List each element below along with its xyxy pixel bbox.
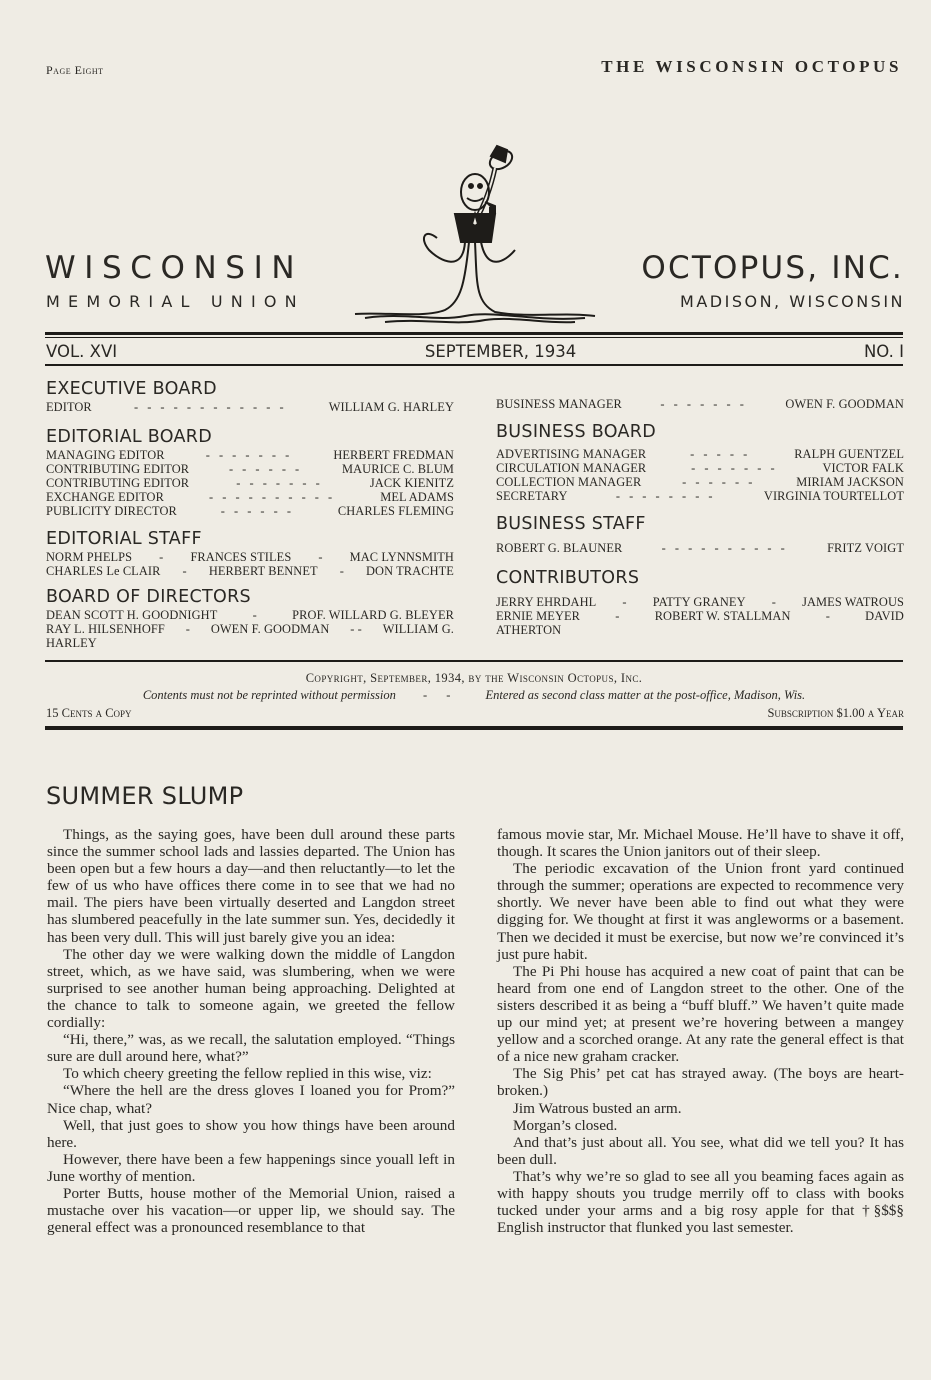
name: HERBERT FREDMAN	[333, 448, 454, 462]
article-paragraph: The periodic excavation of the Union front yard continued through the summer; operations are expected to recommence very shortly. We never have been able to find out what they were digging for. We thought at first it was angleworms or a basement. Then we decided it must be exercise, but now we’re convinced it’s just pure habit.	[497, 860, 904, 963]
board-of-directors-heading: BOARD OF DIRECTORS	[46, 587, 251, 607]
role: COLLECTION MANAGER	[496, 475, 642, 489]
leader-dashes: - - - - - - -	[660, 397, 747, 411]
article-paragraph: And that’s just about all. You see, what did we tell you? It has been dull.	[497, 1133, 904, 1168]
separator: -	[252, 608, 257, 622]
separator: -	[615, 609, 620, 623]
staff-row	[496, 489, 904, 503]
staff-row	[496, 475, 904, 489]
executive-board-heading: EXECUTIVE BOARD	[46, 379, 217, 399]
business-board-heading: BUSINESS BOARD	[496, 422, 656, 442]
name: JACK KIENITZ	[369, 476, 454, 490]
role: CONTRIBUTING EDITOR	[46, 462, 190, 476]
contributor-name: JERRY EHRDAHL	[496, 595, 597, 609]
single-copy-price: 15 Cents a Copy	[46, 706, 132, 720]
article-left-column	[47, 826, 455, 1236]
staff-row	[46, 504, 454, 518]
leader-dashes: - - - - - - -	[205, 448, 293, 462]
copyright-rule-top	[45, 660, 903, 662]
staff-name: HERBERT BENNET	[208, 564, 318, 578]
second-class-notice: Entered as second class matter at the post-office, Madison, Wis.	[485, 688, 806, 702]
director-name: WILLIAM G.	[382, 622, 454, 636]
masthead-left-subtitle: MEMORIAL UNION	[46, 292, 305, 311]
leader-dashes: - - - - - -	[220, 504, 294, 518]
volume-label: VOL. XVI	[46, 342, 118, 361]
name: VIRGINIA TOURTELLOT	[763, 489, 904, 503]
contributor-name: ROBERT W. STALLMAN	[654, 609, 791, 623]
staff-row	[46, 476, 454, 490]
role: SECRETARY	[496, 489, 568, 503]
staff-right-column	[496, 397, 904, 637]
issue-number: NO. I	[863, 342, 904, 361]
editorial-staff-line	[46, 550, 454, 564]
copyright-rule-bottom	[45, 726, 903, 730]
role: ADVERTISING MANAGER	[496, 447, 647, 461]
masthead-right-title: OCTOPUS, INC.	[641, 250, 904, 286]
staff-row	[496, 397, 904, 411]
issue-line	[46, 342, 904, 361]
masthead-rule-thick	[45, 332, 903, 335]
contributors-heading: CONTRIBUTORS	[496, 568, 640, 588]
article-paragraph: The Pi Phi house has acquired a new coat of paint that can be heard from one end of Langdon street to the other. One of the sisters described it as being a “buff bluff.” We haven’t quite made up our mind yet; at present we’re hovering between a mangey yellow and a scorched orange. At any rate the general effect is that of a nice new graham cracker.	[497, 962, 904, 1066]
staff-left-column	[46, 378, 454, 650]
name: OWEN F. GOODMAN	[785, 397, 904, 411]
leader-dashes: - - - - - - - - - -	[661, 541, 788, 555]
hat-icon	[487, 146, 516, 173]
contributor-name: JAMES WATROUS	[802, 595, 904, 609]
reprint-notice-line	[45, 688, 903, 703]
name: MEL ADAMS	[380, 490, 454, 504]
article-paragraph: Porter Butts, house mother of the Memorial Union, raised a mustache over his vacation—or upper lip, we should say. The general effect was a pronounced resemblance to that	[47, 1184, 455, 1237]
article-title: SUMMER SLUMP	[46, 782, 244, 810]
article-paragraph: “Hi, there,” was, as we recall, the salutation employed. “Things sure are dull around here, what?”	[47, 1031, 455, 1066]
subscription-price: Subscription $1.00 a Year	[767, 706, 904, 720]
separator: - -	[350, 622, 362, 636]
staff-row	[496, 541, 904, 555]
article-paragraph: The Sig Phis’ pet cat has strayed away. (The boys are heart-broken.)	[497, 1065, 904, 1100]
role: CIRCULATION MANAGER	[496, 461, 647, 475]
editorial-board-heading: EDITORIAL BOARD	[46, 427, 213, 447]
directors-line	[46, 622, 454, 636]
staff-row	[46, 448, 454, 462]
leader-dashes: - - - - - - - - - -	[209, 490, 336, 504]
separator: -	[182, 564, 187, 578]
staff-name: CHARLES Le CLAIR	[46, 564, 161, 578]
director-name: PROF. WILLARD G. BLEYER	[292, 608, 454, 622]
separator: - -	[422, 688, 459, 702]
separator: -	[159, 550, 164, 564]
masthead-left-title: WISCONSIN	[45, 250, 304, 286]
role: EDITOR	[46, 400, 92, 414]
staff-name: FRANCES STILES	[190, 550, 292, 564]
staff-name: NORM PHELPS	[46, 550, 133, 564]
role: BUSINESS MANAGER	[496, 397, 622, 411]
article-paragraph: The other day we were walking down the middle of Langdon street, which, as we have said, was slumbering, when we were surprised to see another human being approaching. Delighted at the chance to talk to someone again, we greeted the fellow cordially:	[47, 945, 455, 1032]
role: ROBERT G. BLAUNER	[496, 541, 623, 555]
role: PUBLICITY DIRECTOR	[46, 504, 177, 518]
contributor-name: ERNIE MEYER	[496, 609, 581, 623]
director-name: RAY L. HILSENHOFF	[46, 622, 165, 636]
page-number-label: Page Eight	[46, 63, 104, 77]
role: CONTRIBUTING EDITOR	[46, 476, 190, 490]
magazine-title: THE WISCONSIN OCTOPUS	[601, 57, 902, 76]
article-paragraph: Things, as the saying goes, have been dull around these parts since the summer school lads and lassies departed. The Union has been open but a few hours a day—and then reluctantly—to let the few of us who have offices there come in to see that we had no mail. The piers have been virtually deserted and Langdon street has slumbered peacefully in the late summer sun. Yes, decidedly it has been very dull. This will just barely give you an idea:	[47, 826, 455, 946]
leader-dashes: - - - - - - - -	[615, 489, 716, 503]
contributors-line	[496, 595, 904, 609]
article-right-column	[497, 826, 904, 1236]
article-paragraph: However, there have been a few happenings since youall left in June worthy of mention.	[47, 1150, 455, 1185]
contributor-name: DAVID	[865, 609, 904, 623]
article-paragraph: To which cheery greeting the fellow replied in this wise, viz:	[63, 1065, 432, 1083]
separator: -	[339, 564, 344, 578]
article-paragraph: Morgan’s closed.	[513, 1116, 618, 1134]
article-paragraph: Well, that just goes to show you how things have been around here.	[47, 1116, 455, 1151]
contributors-line	[496, 609, 904, 623]
leader-dashes: - - - - - - -	[236, 476, 323, 490]
contributors-line: ATHERTON	[496, 623, 562, 637]
staff-name: DON TRACHTE	[366, 564, 454, 578]
directors-line: HARLEY	[46, 636, 97, 650]
leader-dashes: - - - - - - - - - - - -	[133, 400, 287, 414]
directors-line	[46, 608, 454, 622]
contributor-name: PATTY GRANEY	[652, 595, 746, 609]
separator: -	[771, 595, 776, 609]
staff-row	[496, 447, 904, 461]
name: RALPH GUENTZEL	[794, 447, 904, 461]
leader-dashes: - - - - -	[690, 447, 751, 461]
separator: -	[318, 550, 323, 564]
price-line	[46, 706, 904, 721]
reprint-notice: Contents must not be reprinted without permission	[142, 688, 396, 702]
role: MANAGING EDITOR	[46, 448, 165, 462]
leader-dashes: - - - - - -	[682, 475, 756, 489]
director-name: OWEN F. GOODMAN	[210, 622, 330, 636]
role: EXCHANGE EDITOR	[46, 490, 164, 504]
article-paragraph: That’s why we’re so glad to see all you beaming faces again as with happy shouts you trudge merrily off to class with books tucked under your arms and a big rosy apple for that †§$$§ English instructor that flunked you last semester.	[497, 1167, 904, 1237]
article-paragraph: famous movie star, Mr. Michael Mouse. He’ll have to shave it off, though. It scares the Union janitors out of their sleep.	[497, 826, 904, 861]
staff-row	[496, 461, 904, 475]
staff-name: MAC LYNNSMITH	[349, 550, 454, 564]
name: VICTOR FALK	[822, 461, 904, 475]
issue-date: SEPTEMBER, 1934	[424, 342, 577, 361]
name: CHARLES FLEMING	[337, 504, 454, 518]
masthead-rule-thin	[45, 337, 903, 338]
name: WILLIAM G. HARLEY	[328, 400, 454, 414]
leader-dashes: - - - - - -	[228, 462, 303, 476]
director-name: DEAN SCOTT H. GOODNIGHT	[46, 608, 218, 622]
staff-row	[46, 462, 454, 476]
article-paragraph: Jim Watrous busted an arm.	[513, 1099, 682, 1117]
name: FRITZ VOIGT	[827, 541, 904, 555]
separator: -	[185, 622, 190, 636]
separator: -	[825, 609, 830, 623]
separator: -	[622, 595, 627, 609]
name: MAURICE C. BLUM	[342, 462, 454, 476]
masthead-right-subtitle: MADISON, WISCONSIN	[680, 292, 905, 311]
editorial-staff-line	[46, 564, 454, 578]
name: MIRIAM JACKSON	[796, 475, 904, 489]
editorial-staff-heading: EDITORIAL STAFF	[46, 529, 202, 549]
business-staff-heading: BUSINESS STAFF	[496, 514, 646, 534]
issue-rule	[45, 364, 903, 366]
article-paragraph: “Where the hell are the dress gloves I loaned you for Prom?” Nice chap, what?	[47, 1082, 455, 1117]
copyright-line: Copyright, September, 1934, by the Wisconsin Octopus, Inc.	[305, 671, 643, 685]
staff-row	[46, 490, 454, 504]
staff-row	[46, 400, 454, 414]
octopus-mascot-icon	[345, 142, 605, 327]
leader-dashes: - - - - - - -	[691, 461, 778, 475]
